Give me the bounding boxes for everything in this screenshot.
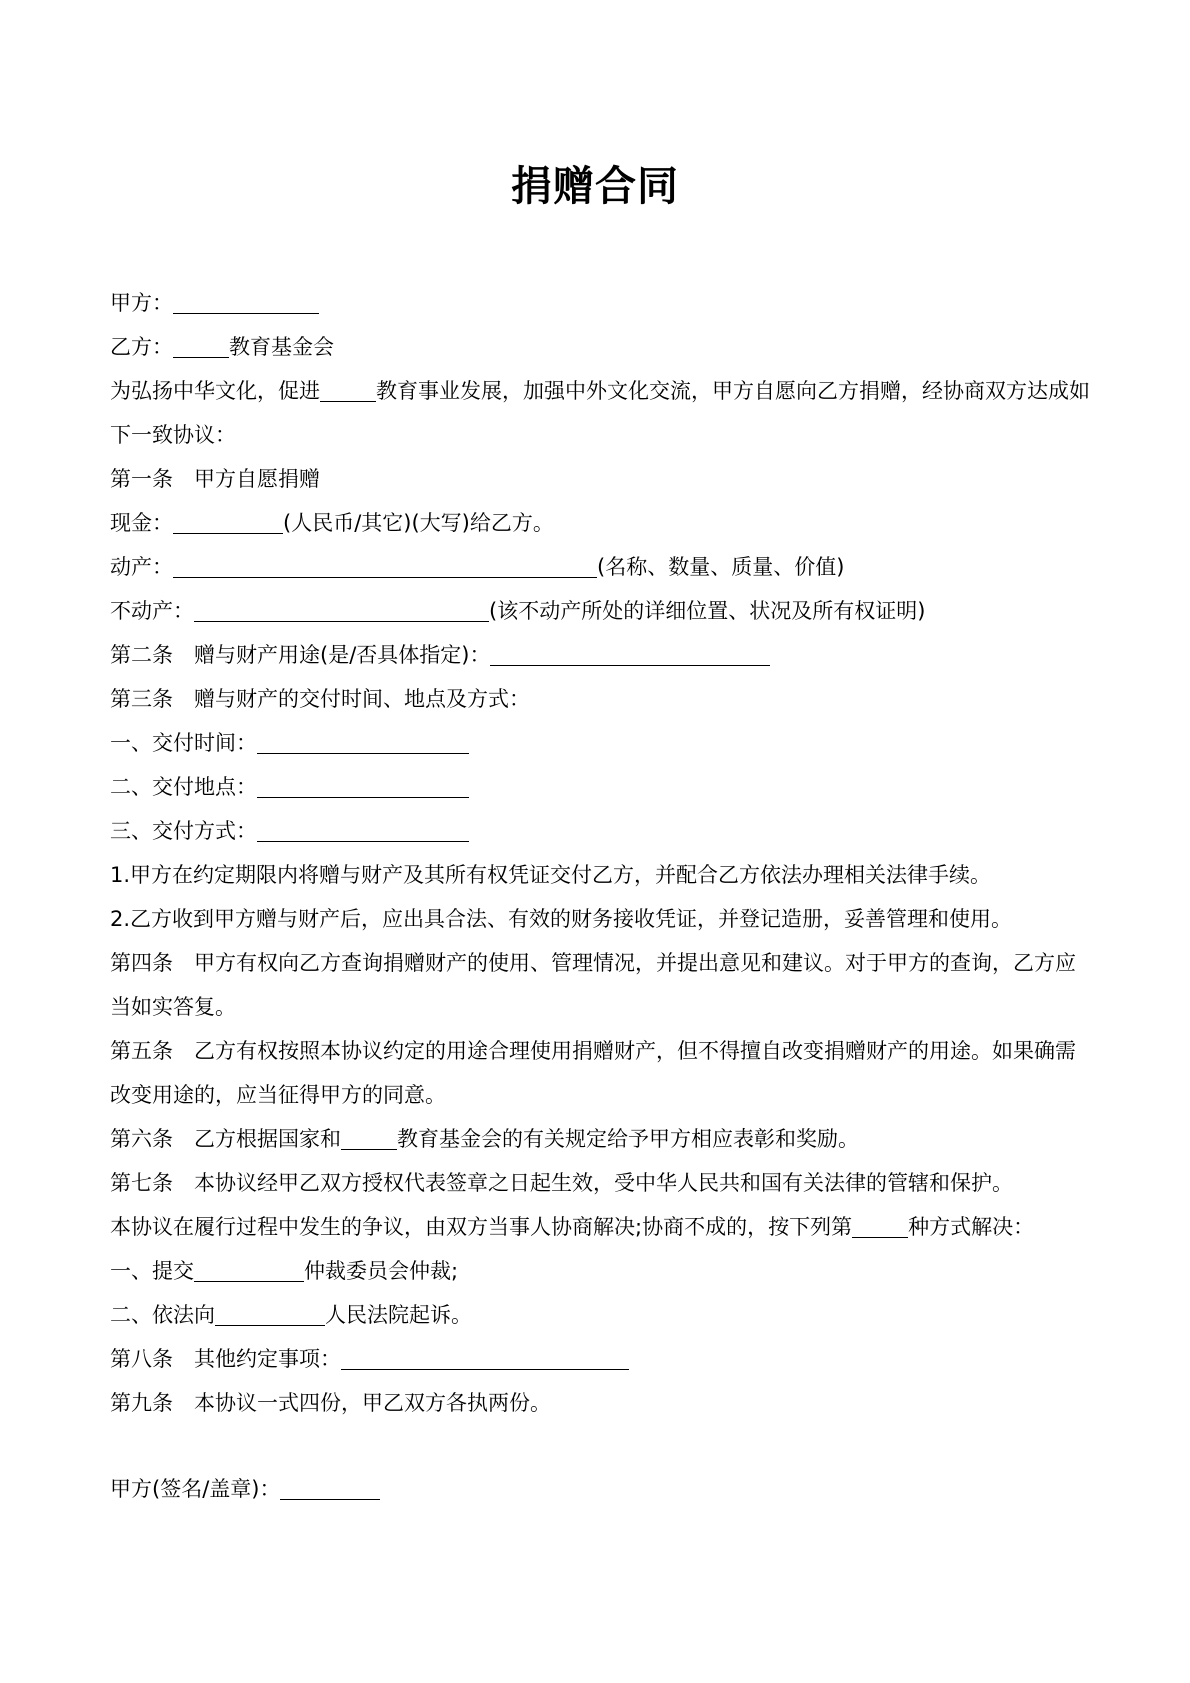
article3-item2: 2.乙方收到甲方赠与财产后，应出具合法、有效的财务接收凭证，并登记造册，妥善管理和使用。	[110, 907, 1013, 931]
dispute-part2: 种方式解决：	[908, 1215, 1035, 1239]
article8-text: 第八条 其他约定事项：	[110, 1347, 341, 1371]
delivery-time-line	[110, 721, 1090, 765]
movable-label: 动产：	[110, 555, 173, 579]
movable-line	[110, 545, 1090, 589]
dispute-part1: 本协议在履行过程中发生的争议，由双方当事人协商解决;协商不成的，按下列第	[110, 1215, 853, 1239]
preamble-part2: 教育事业发展，加强中外文化交流，甲方自愿向乙方捐赠，经协商双方达成如下一致协议：	[110, 379, 1090, 447]
article2-line	[110, 633, 1090, 677]
article9: 第九条 本协议一式四份，甲乙双方各执两份。	[110, 1391, 551, 1415]
article8-blank[interactable]	[341, 1345, 629, 1370]
lawsuit-blank[interactable]	[215, 1301, 325, 1326]
realty-label: 不动产：	[110, 599, 194, 623]
cash-label: 现金：	[110, 511, 173, 535]
article8-line	[110, 1337, 1090, 1381]
article4: 第四条 甲方有权向乙方查询捐赠财产的使用、管理情况，并提出意见和建议。对于甲方的查询，乙方应当如实答复。	[110, 951, 1076, 1019]
cash-line	[110, 501, 1090, 545]
party-b-line	[110, 325, 1090, 369]
contract-body	[110, 281, 1090, 1425]
article3-heading: 第三条 赠与财产的交付时间、地点及方式：	[110, 687, 530, 711]
delivery-time-label: 一、交付时间：	[110, 731, 257, 755]
article6-blank[interactable]	[341, 1125, 397, 1150]
document-title: 捐赠合同	[511, 162, 679, 210]
realty-suffix: (该不动产所处的详细位置、状况及所有权证明)	[489, 599, 926, 623]
realty-line	[110, 589, 1090, 633]
party-a-line	[110, 281, 1090, 325]
dispute-option-blank[interactable]	[852, 1213, 908, 1238]
party-b-suffix: 教育基金会	[229, 335, 334, 359]
cash-blank[interactable]	[173, 509, 283, 534]
preamble	[110, 369, 1090, 457]
article3-item1: 1.甲方在约定期限内将赠与财产及其所有权凭证交付乙方，并配合乙方依法办理相关法律手续。	[110, 863, 992, 887]
signature-label: 甲方(签名/盖章)：	[110, 1477, 281, 1501]
delivery-time-blank[interactable]	[257, 729, 469, 754]
party-b-label: 乙方：	[110, 335, 173, 359]
movable-suffix: (名称、数量、质量、价值)	[597, 555, 845, 579]
delivery-method-label: 三、交付方式：	[110, 819, 257, 843]
arbitration-part1: 一、提交	[110, 1259, 194, 1283]
article6-part1: 第六条 乙方根据国家和	[110, 1127, 341, 1151]
realty-blank[interactable]	[194, 597, 489, 622]
lawsuit-part2: 人民法院起诉。	[325, 1303, 472, 1327]
arbitration-blank[interactable]	[194, 1257, 304, 1282]
article6-part2: 教育基金会的有关规定给予甲方相应表彰和奖励。	[397, 1127, 859, 1151]
arbitration-line	[110, 1249, 1090, 1293]
article6-line	[110, 1117, 1090, 1161]
signature-blank[interactable]	[280, 1475, 380, 1500]
cash-suffix: (人民币/其它)(大写)给乙方。	[283, 511, 554, 535]
party-a-blank[interactable]	[173, 289, 319, 314]
delivery-method-line	[110, 809, 1090, 853]
article2-text: 第二条 赠与财产用途(是/否具体指定)：	[110, 643, 491, 667]
article1-heading: 第一条 甲方自愿捐赠	[110, 467, 320, 491]
delivery-method-blank[interactable]	[257, 817, 469, 842]
signature-line	[110, 1467, 380, 1511]
delivery-place-blank[interactable]	[257, 773, 469, 798]
party-a-label: 甲方：	[110, 291, 173, 315]
dispute-line	[110, 1205, 1090, 1249]
lawsuit-part1: 二、依法向	[110, 1303, 215, 1327]
party-b-blank[interactable]	[173, 333, 229, 358]
arbitration-part2: 仲裁委员会仲裁;	[304, 1259, 459, 1283]
article2-blank[interactable]	[490, 641, 770, 666]
movable-blank[interactable]	[173, 553, 597, 578]
article5: 第五条 乙方有权按照本协议约定的用途合理使用捐赠财产，但不得擅自改变捐赠财产的用途。如果确需改变用途的，应当征得甲方的同意。	[110, 1039, 1076, 1107]
preamble-part1: 为弘扬中华文化，促进	[110, 379, 320, 403]
article7-text: 第七条 本协议经甲乙双方授权代表签章之日起生效，受中华人民共和国有关法律的管辖和保护。	[110, 1171, 1013, 1195]
lawsuit-line	[110, 1293, 1090, 1337]
delivery-place-line	[110, 765, 1090, 809]
preamble-blank[interactable]	[320, 377, 376, 402]
delivery-place-label: 二、交付地点：	[110, 775, 257, 799]
